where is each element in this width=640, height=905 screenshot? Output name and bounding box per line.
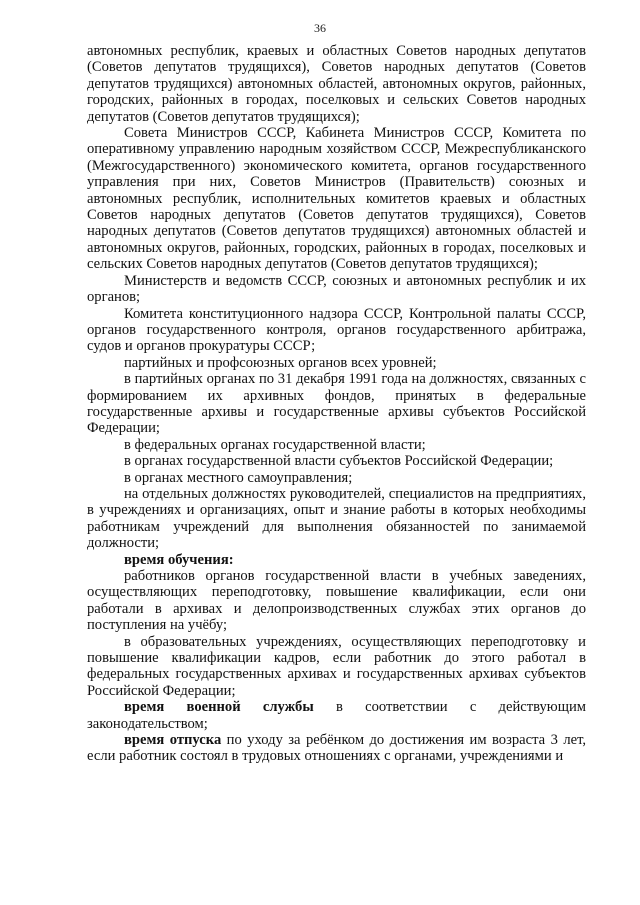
section-heading-study-time: время обучения: (124, 551, 234, 568)
paragraph-leave: время отпуска по уходу за ребёнком до достижения им возраста 3 лет, если работник состоял в трудовых отношениях с органами, учреждениями и (87, 732, 587, 765)
paragraph-10: на отдельных должностях руководителей, специалистов на предприятиях, в учреждениях и организациях, опыт и знание работы в которых необходимы работникам учреждений для выполнения обязанностей по занимаемой должности; (87, 485, 586, 552)
paragraph-2: Совета Министров СССР, Кабинета Министров СССР, Комитета по оперативному управлению народным хозяйством СССР, Межреспубликанского (Межгосударственного) экономического комитета, органов государственного управления при них, Советов Министров (Правительств) союзных и автономных республик, исполнительных комитетов краевых и областных Советов народных депутатов (Советов депутатов трудящихся), Советов народных депутатов (Советов депутатов трудящихся) автономных областей и автономных округов, районных, городских, районных в городах, поселковых и сельских Советов народных депутатов (Советов депутатов трудящихся); (87, 125, 586, 273)
paragraph-7: в федеральных органах государственной власти; (124, 436, 426, 453)
document-body (87, 43, 586, 765)
paragraph-8: в органах государственной власти субъектов Российской Федерации; (124, 453, 554, 470)
paragraph-military-service: время военной службы в соответствии с действующим законодательством; (87, 699, 586, 732)
paragraph-1: автономных республик, краевых и областных Советов народных депутатов (Советов депутатов трудящихся), Советов народных депутатов (Советов депутатов трудящихся) автономных областей, автономных округов, районных, городских, районных в городах, поселковых и сельских Советов народных депутатов (Советов депутатов трудящихся); (87, 43, 586, 125)
paragraph-13: в образовательных учреждениях, осуществляющих переподготовку и повышение квалификации кадров, если работник до этого работал в федеральных государственных архивах и государственных архивах субъектов Российской Федерации; (87, 633, 586, 699)
paragraph-12: работников органов государственной власти в учебных заведениях, осуществляющих переподготовку, повышение квалификации, если они работали в архивах и делопроизводственных службах этих органов до поступления на учёбу; (87, 568, 586, 634)
paragraph-4: Комитета конституционного надзора СССР, Контрольной палаты СССР, органов государственного контроля, органов государственного арбитража, судов и органов прокуратуры СССР; (87, 305, 586, 355)
paragraph-6: в партийных органах по 31 декабря 1991 года на должностях, связанных с формированием их архивных фондов, принятых в федеральные государственные архивы и государственные архивы субъектов Российской Федерации; (87, 371, 586, 437)
paragraph-5: партийных и профсоюзных органов всех уровней; (124, 354, 437, 371)
page-number: 36 (314, 21, 326, 35)
paragraph-9: в органах местного самоуправления; (124, 469, 353, 486)
paragraph-3: Министерств и ведомств СССР, союзных и автономных республик и их органов; (87, 272, 586, 306)
